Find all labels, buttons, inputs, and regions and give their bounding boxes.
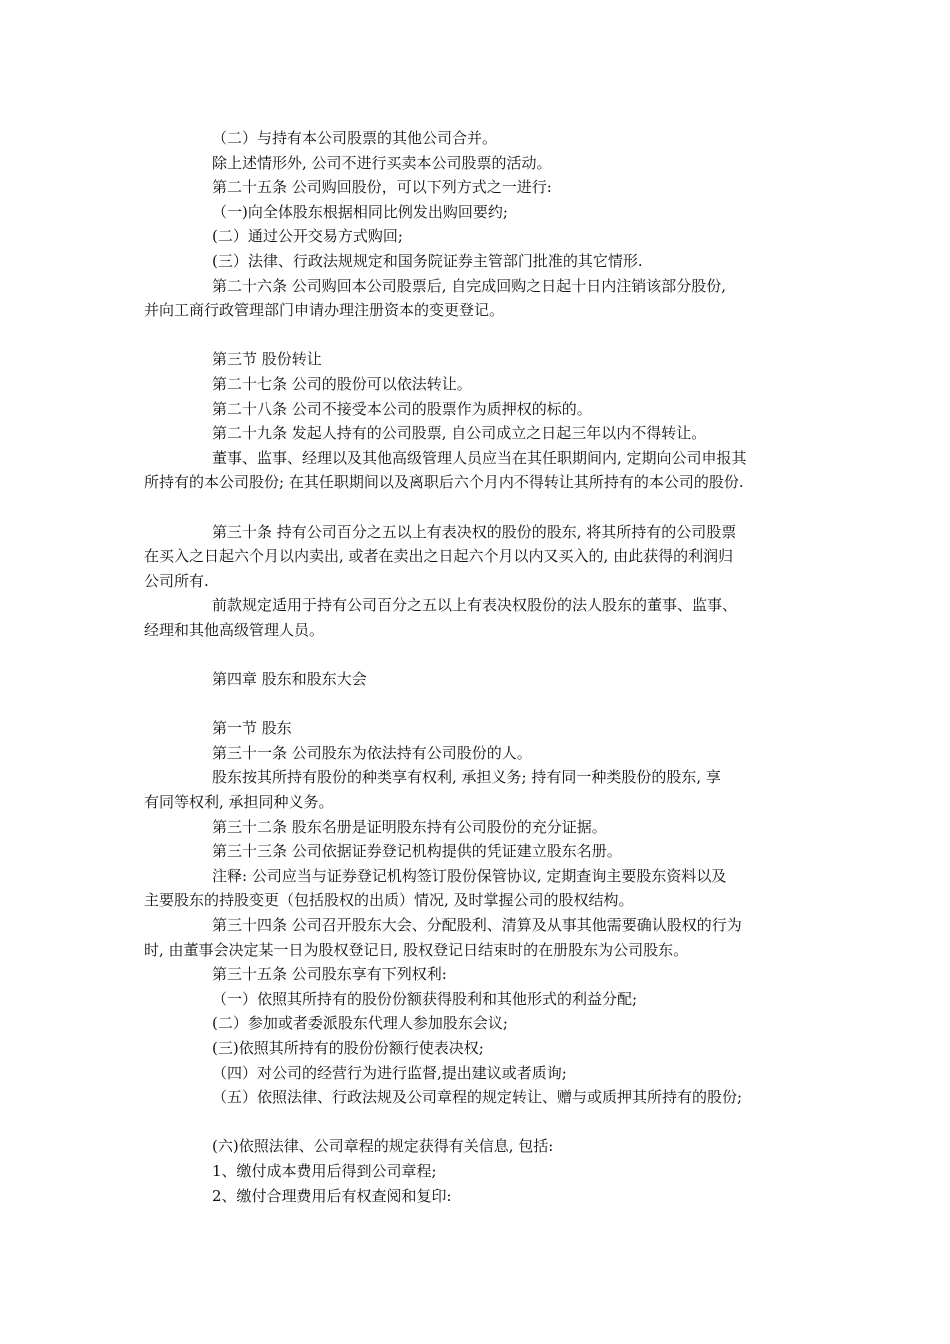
text-line: 时, 由董事会决定某一日为股权登记日, 股权登记日结束时的在册股东为公司股东。: [144, 940, 689, 959]
text-line: 注释: 公司应当与证券登记机构签订股份保管协议, 定期查询主要股东资料以及: [212, 866, 727, 885]
text-line: 第三十三条 公司依据证券登记机构提供的凭证建立股东名册。: [212, 842, 622, 861]
list-item: (二）参加或者委派股东代理人参加股东会议;: [212, 1014, 508, 1033]
text-line: 并向工商行政管理部门申请办理注册资本的变更登记。: [144, 301, 505, 320]
list-item: (六)依照法律、公司章程的规定获得有关信息, 包括:: [212, 1137, 554, 1156]
text-line: 第二十八条 公司不接受本公司的股票作为质押权的标的。: [212, 399, 592, 418]
text-line: 第三十五条 公司股东享有下列权利:: [212, 965, 447, 984]
paragraph-gap: [144, 642, 824, 667]
text-line: 第三十条 持有公司百分之五以上有表决权的股份的股东, 将其所持有的公司股票: [212, 522, 737, 541]
text-line: 除上述情形外, 公司不进行买卖本公司股票的活动。: [212, 153, 552, 172]
paragraph-gap: [144, 692, 824, 717]
chapter-heading: 第四章 股东和股东大会: [212, 670, 367, 689]
text-line: 前款规定适用于持有公司百分之五以上有表决权股份的法人股东的董事、监事、: [212, 596, 738, 615]
text-line: 第二十九条 发起人持有的公司股票, 自公司成立之日起三年以内不得转让。: [212, 424, 707, 443]
text-line: 第三十一条 公司股东为依法持有公司股份的人。: [212, 743, 532, 762]
list-item: 1、缴付成本费用后得到公司章程;: [212, 1161, 437, 1180]
document-body: [144, 126, 824, 1208]
text-line: 经理和其他高级管理人员。: [144, 620, 325, 639]
list-item: （一）依照其所持有的股份份额获得股利和其他形式的利益分配;: [212, 989, 638, 1008]
text-line: （一)向全体股东根据相同比例发出购回要约;: [212, 202, 508, 221]
text-line: 第二十六条 公司购回本公司股票后, 自完成回购之日起十日内注销该部分股份,: [212, 276, 727, 295]
text-line: 在买入之日起六个月以内卖出, 或者在卖出之日起六个月以内又买入的, 由此获得的利润归: [144, 547, 734, 566]
section-heading: 第一节 股东: [212, 719, 292, 738]
text-line: 有同等权利, 承担同种义务。: [144, 793, 334, 812]
text-line: （二）与持有本公司股票的其他公司合并。: [212, 129, 498, 147]
text-line: 股东按其所持有股份的种类享有权利, 承担义务; 持有同一种类股份的股东, 享: [212, 768, 721, 787]
text-line: 第二十五条 公司购回股份，可以下列方式之一进行:: [212, 178, 552, 197]
text-line: (三）法律、行政法规规定和国务院证券主管部门批准的其它情形.: [212, 251, 643, 270]
paragraph-gap: [144, 323, 824, 348]
list-item: （五）依照法律、行政法规及公司章程的规定转让、赠与或质押其所持有的股份;: [212, 1088, 743, 1107]
list-item: (三)依照其所持有的股份份额行使表决权;: [212, 1038, 484, 1057]
list-item: 2、缴付合理费用后有权查阅和复印:: [212, 1186, 452, 1205]
text-line: 公司所有.: [144, 571, 209, 590]
text-line: 董事、监事、经理以及其他高级管理人员应当在其任职期间内, 定期向公司申报其: [212, 448, 747, 467]
text-line: 所持有的本公司股份; 在其任职期间以及离职后六个月内不得转让其所持有的本公司的股份.: [144, 473, 744, 492]
text-line: 第二十七条 公司的股份可以依法转让。: [212, 374, 472, 393]
text-line: (二）通过公开交易方式购回;: [212, 227, 403, 246]
text-line: 第三十四条 公司召开股东大会、分配股利、清算及从事其他需要确认股权的行为: [212, 916, 742, 934]
list-item: （四）对公司的经营行为进行监督,提出建议或者质询;: [212, 1063, 567, 1082]
text-line: 第三十二条 股东名册是证明股东持有公司股份的充分证据。: [212, 817, 607, 836]
paragraph-gap: [144, 495, 824, 520]
paragraph-gap: [144, 1110, 824, 1135]
section-heading: 第三节 股份转让: [212, 350, 322, 369]
text-line: 主要股东的持股变更（包括股权的出质）情况, 及时掌握公司的股权结构。: [144, 891, 634, 910]
